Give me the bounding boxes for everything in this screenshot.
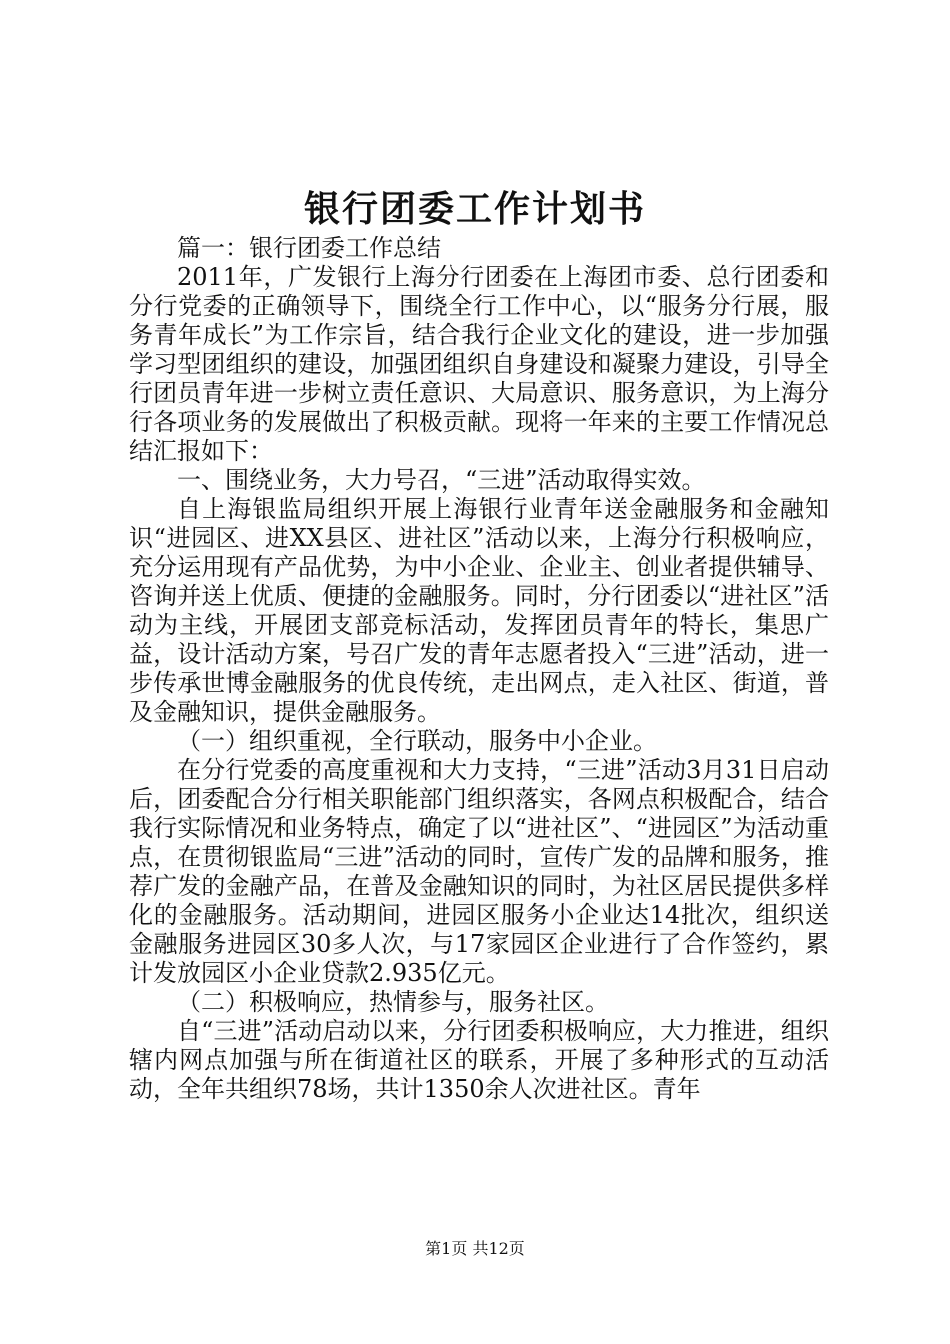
- subsection-heading: （一）组织重视，全行联动，服务中小企业。: [177, 727, 657, 755]
- body-paragraph: 2011年，广发银行上海分行团委在上海团市委、总行团委和分行党委的正确领导下，围绕全行工作中心，以“服务分行展，服务青年成长”为工作宗旨，结合我行企业文化的建设，进一步加强学习型团组织的建设，加强团组织自身建设和凝聚力建设，引导全行团员青年进一步树立责任意识、大局意识、服务意识，为上海分行各项业务的发展做出了积极贡献。现将一年来的主要工作情况总结汇报如下：: [129, 263, 829, 465]
- body-paragraph: 自上海银监局组织开展上海银行业青年送金融服务和金融知识“进园区、进XX县区、进社区”活动以来，上海分行积极响应，充分运用现有产品优势，为中小企业、企业主、创业者提供辅导、咨询并送上优质、便捷的金融服务。同时，分行团委以“进社区”活动为主线，开展团支部竞标活动，发挥团员青年的特长，集思广益，设计活动方案，号召广发的青年志愿者投入“三进”活动，进一步传承世博金融服务的优良传统，走出网点，走入社区、街道，普及金融知识，提供金融服务。: [129, 495, 829, 726]
- body-paragraph: 在分行党委的高度重视和大力支持，“三进”活动3月31日启动后，团委配合分行相关职能部门组织落实，各网点积极配合，结合我行实际情况和业务特点，确定了以“进社区”、“进园区”为活动重点，在贯彻银监局“三进”活动的同时，宣传广发的品牌和服务，推荐广发的金融产品，在普及金融知识的同时，为社区居民提供多样化的金融服务。活动期间，进园区服务小企业达14批次，组织送金融服务进园区30多人次，与17家园区企业进行了合作签约，累计发放园区小企业贷款2.935亿元。: [129, 756, 829, 987]
- document-title: 银行团委工作计划书: [303, 188, 646, 230]
- page-number-footer: 第1页 共12页: [425, 1239, 525, 1258]
- section-heading: 篇一：银行团委工作总结: [177, 234, 441, 262]
- subsection-heading: （二）积极响应，热情参与，服务社区。: [177, 988, 609, 1016]
- section-heading: 一、围绕业务，大力号召，“三进”活动取得实效。: [177, 466, 706, 494]
- body-paragraph: 自“三进”活动启动以来，分行团委积极响应，大力推进，组织辖内网点加强与所在街道社区的联系，开展了多种形式的互动活动，全年共组织78场，共计1350余人次进社区。青年: [129, 1017, 829, 1103]
- document-body: [129, 234, 829, 1104]
